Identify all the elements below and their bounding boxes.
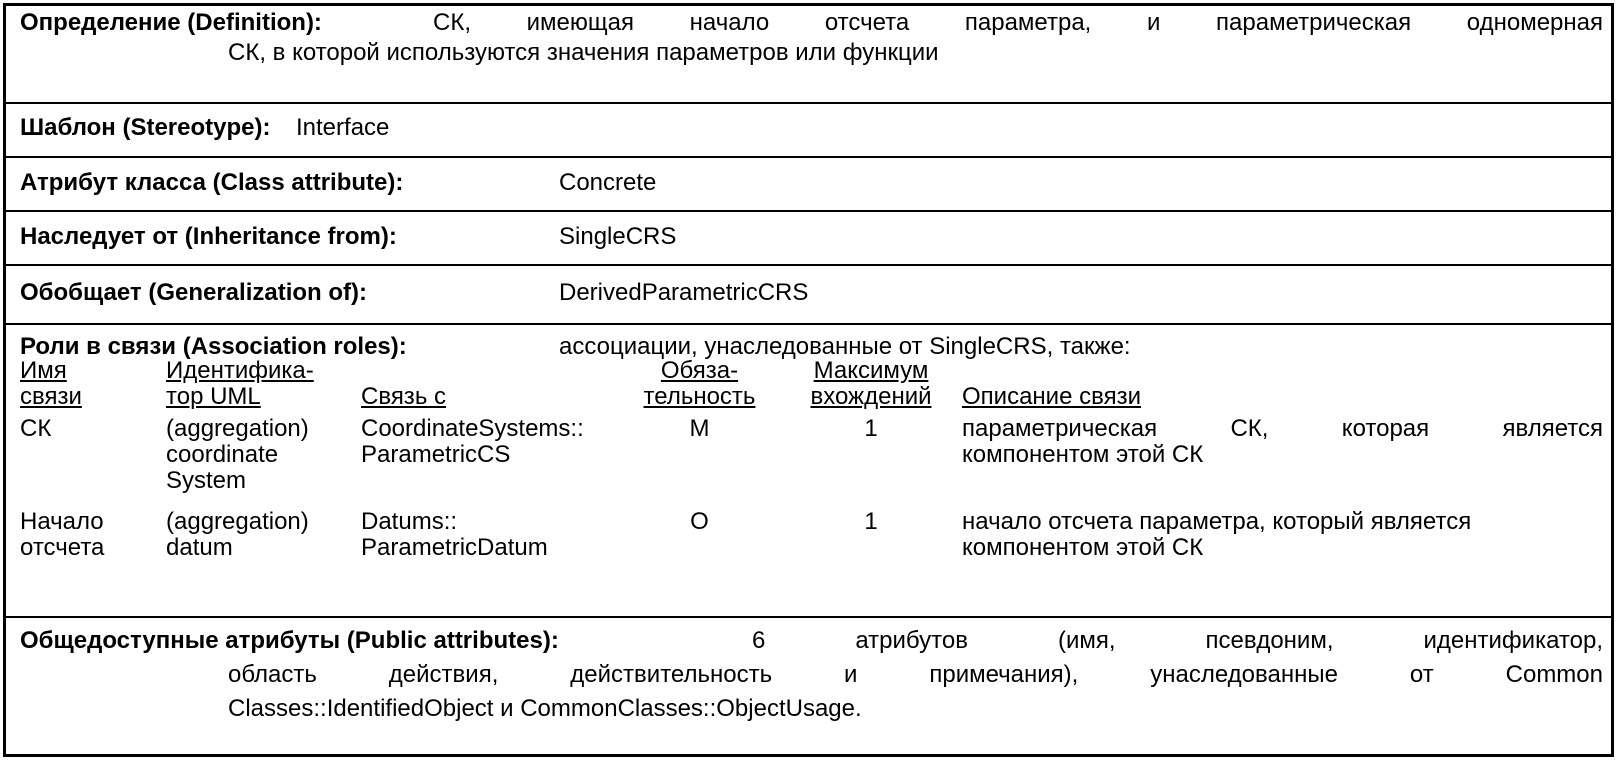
definition-line-2: СК, в которой используются значения параметров или функции — [228, 39, 939, 66]
row-2-max: 1 — [864, 508, 878, 535]
stereotype-label: Шаблон (Stereotype): — [20, 114, 271, 141]
header-obligation: Обяза- тельность — [643, 357, 756, 410]
class-attribute-row — [6, 158, 1611, 206]
header-max-occurrences: Максимум вхождений — [810, 357, 932, 410]
row-1-link: CoordinateSystems:: ParametricCS — [361, 415, 584, 468]
association-roles-block — [6, 325, 1611, 615]
stereotype-value: Interface — [296, 114, 390, 141]
row-1-description: параметрическая СК, которая является компонентом этой СК — [962, 415, 1603, 468]
class-attribute-value: Concrete — [559, 169, 657, 196]
header-link-to: Связь с — [361, 383, 446, 410]
inheritance-row — [6, 212, 1611, 260]
inheritance-value: SingleCRS — [559, 223, 677, 250]
generalization-row — [6, 266, 1611, 318]
association-roles-label: Роли в связи (Association roles): — [20, 333, 407, 360]
class-definition-table — [3, 3, 1614, 757]
row-2-uml: (aggregation) datum — [166, 508, 309, 561]
row-2-obligation: O — [690, 508, 709, 535]
header-link-description: Описание связи — [962, 383, 1141, 410]
inheritance-label: Наследует от (Inheritance from): — [20, 223, 397, 250]
row-1-max: 1 — [864, 415, 878, 442]
generalization-label: Обобщает (Generalization of): — [20, 279, 367, 306]
header-uml-identifier: Идентифика- тор UML — [166, 357, 314, 410]
public-attributes-block — [6, 618, 1611, 754]
generalization-value: DerivedParametricCRS — [559, 279, 809, 306]
association-roles-value: ассоциации, унаследованные от SingleCRS, также: — [559, 333, 1131, 360]
public-attributes-label: Общедоступные атрибуты (Public attributes): — [20, 627, 559, 654]
definition-label: Определение (Definition): — [20, 9, 322, 36]
header-link-name: Имя связи — [20, 357, 82, 410]
row-2-link: Datums:: ParametricDatum — [361, 508, 548, 561]
row-2-name: Начало отсчета — [20, 508, 105, 561]
class-attribute-label: Атрибут класса (Class attribute): — [20, 169, 404, 196]
public-attributes-line-1: 6 атрибутов (имя, псевдоним, идентификатор, — [752, 627, 1603, 654]
row-1-name: СК — [20, 415, 52, 442]
stereotype-row — [6, 104, 1611, 152]
definition-row — [6, 6, 1611, 68]
public-attributes-line-3: Classes::IdentifiedObject и CommonClasses::ObjectUsage. — [228, 695, 862, 722]
definition-line-1: СК, имеющая начало отсчета параметра, и параметрическая одномерная — [433, 9, 1603, 36]
row-1-uml: (aggregation) coordinate System — [166, 415, 309, 494]
row-2-description: начало отсчета параметра, который является компонентом этой СК — [962, 508, 1472, 561]
row-1-obligation: M — [689, 415, 710, 442]
public-attributes-line-2: область действия, действительность и примечания), унаследованные от Common — [228, 661, 1603, 688]
